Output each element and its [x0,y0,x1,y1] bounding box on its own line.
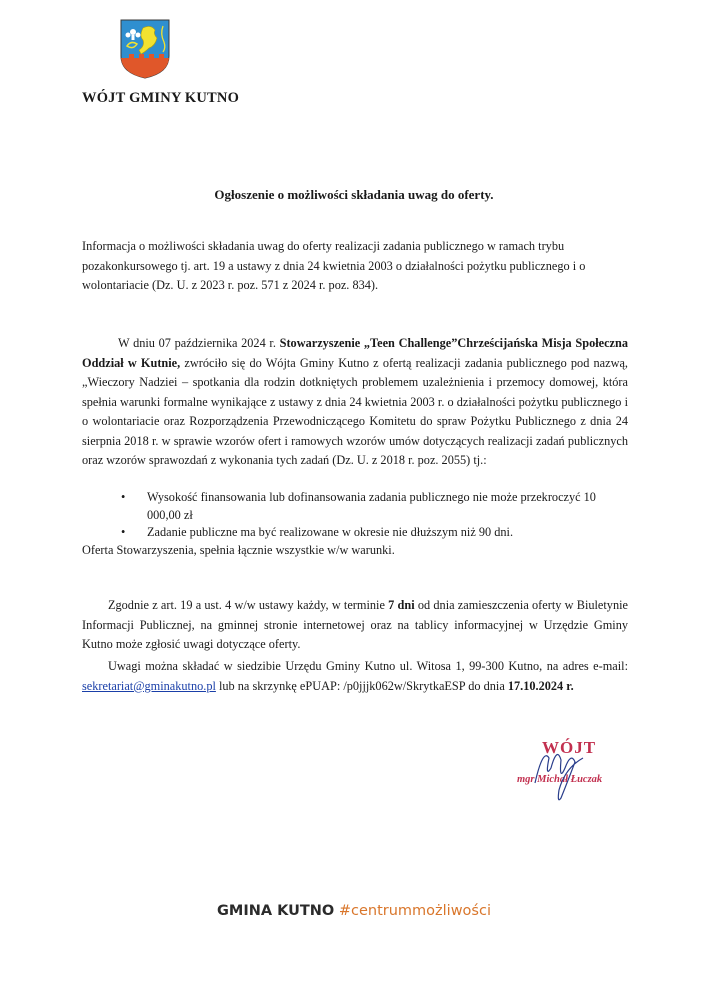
body-paragraph [82,334,628,471]
signature-title: WÓJT [542,738,597,757]
email-link[interactable]: sekretariat@gminakutno.pl [82,678,216,693]
list-item: • Wysokość finansowania lub dofinansowania zadania publicznego nie może przekroczyć 10 000,00 zł [121,490,596,522]
comments-paragraph: Zgodnie z art. 19 a ust. 4 w/w ustawy każdy, w terminie 7 dni od dnia zamieszczenia oferty w Biuletynie Informacji Publicznej, na gminnej stronie internetowej oraz na tablicy informacyjnej w Urzędzie Gminy Kutno może zgłosić uwagi dotyczące oferty. [82,598,628,651]
footer-branding [0,903,708,919]
bullet-icon: • [121,490,126,504]
document-title: Ogłoszenie o możliwości składania uwag do oferty. [214,187,494,202]
organization-name: Stowarzyszenie „Teen Challenge”Chrześcijańska Misja Społeczna Oddział w Kutnie, [82,336,628,370]
deadline-days: 7 dni [388,598,415,612]
issuer-heading: WÓJT GMINY KUTNO [82,90,240,106]
submission-paragraph: Uwagi można składać w siedzibie Urzędu Gminy Kutno ul. Witosa 1, 99-300 Kutno, na adres e-mail: sekretariat@gminakutno.pl lub na skrzynkę ePUAP: /p0jjjk062w/SkrytkaESP do dnia 17.10.2024 r. [82,659,628,693]
footer-hashtag: #centrummożliwości [338,903,491,919]
coat-of-arms-icon [119,18,171,80]
list-item: • Zadanie publiczne ma być realizowane w okresie nie dłuższym niż 90 dni. [147,524,628,542]
intro-paragraph: Informacja o możliwości składania uwag do oferty realizacji zadania publicznego w ramach trybu pozakonkursowego tj. art. 19 a ustawy z dnia 24 kwietnia 2003 o działalności pożytku publicznego i o wolontariacie (Dz. U. z 2023 r. poz. 571 z 2024 r. poz. 834). [82,239,586,292]
body-rest: zwróciło się do Wójta Gminy Kutno z ofertą realizacji zadania publicznego pod nazwą, „Wieczory Nadziei – spotkania dla rodzin dotkniętych problemem uzależnienia i przemocy domowej, która spełnia warunki formalne wynikające z ustawy z dnia 24 kwietnia 2003 r. o działalności pożytku publicznego i o wolontariacie oraz Rozporządzenia Przewodniczącego Komitetu do spraw Pożytku Publicznego z dnia 24 sierpnia 2018 r. w sprawie wzorów ofert i ramowych wzorów umów dotyczących realizacji zadań publicznych oraz wzorów sprawozdań z wykonania tych zadań (Dz. U. z 2018 r. poz. 2055) tj.: [82,355,628,467]
signature-name: mgr Michał Łuczak [517,774,603,785]
conditions-summary: Oferta Stowarzyszenia, spełnia łącznie wszystkie w/w warunki. [82,542,395,557]
handwritten-signature-icon [505,738,625,808]
deadline-date: 17.10.2024 r. [507,678,574,693]
signature-block [505,738,625,808]
body-lead: W dniu 07 października 2024 r. [118,336,280,350]
bullet-icon: • [121,525,126,539]
conditions-list [82,489,628,559]
footer-brand: GMINA KUTNO [216,903,335,919]
